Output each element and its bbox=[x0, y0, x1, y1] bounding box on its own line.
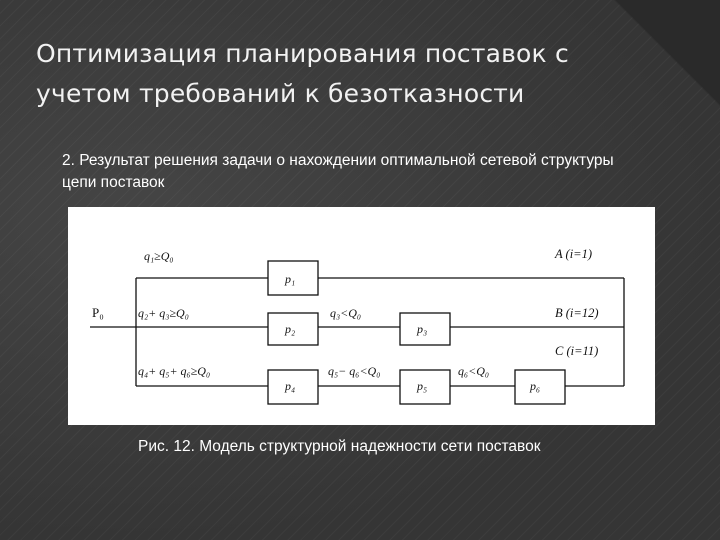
condition-bottom-label: q₄+ q₅+ q₆≥Q₀ bbox=[138, 364, 211, 378]
title-line-1: Оптимизация планирования поставок с bbox=[36, 39, 569, 68]
node-label-p6: p₆ bbox=[530, 379, 541, 393]
reliability-diagram bbox=[68, 207, 655, 425]
node-label-p3: p₃ bbox=[417, 322, 428, 336]
condition-top-label: q₁≥Q₀ bbox=[144, 249, 174, 263]
slide-title bbox=[36, 34, 676, 114]
node-label-p4: p₄ bbox=[285, 379, 296, 393]
figure-caption: Рис. 12. Модель структурной надежности сети поставок bbox=[138, 438, 541, 455]
title-line-2: учетом требований к безотказности bbox=[36, 79, 525, 108]
source-label: P₀ bbox=[92, 305, 104, 320]
condition-q3-label: q₃<Q₀ bbox=[330, 306, 362, 320]
condition-mid-label: q₂+ q₃≥Q₀ bbox=[138, 306, 189, 320]
output-c-label: C (i=11) bbox=[555, 344, 599, 358]
diagram-lines bbox=[90, 261, 624, 404]
condition-q6-label: q₆<Q₀ bbox=[458, 364, 490, 378]
node-label-p1: p₁ bbox=[285, 272, 296, 286]
node-label-p2: p₂ bbox=[285, 322, 296, 336]
slide-subtitle bbox=[62, 150, 712, 194]
subtitle-line-1: 2. Результат решения задачи о нахождении оптимальной сетевой структуры bbox=[62, 152, 614, 169]
output-a-label: A (i=1) bbox=[555, 247, 593, 261]
node-label-p5: p₅ bbox=[417, 379, 428, 393]
diagram-canvas bbox=[68, 207, 655, 425]
subtitle-line-2: цепи поставок bbox=[62, 174, 165, 191]
condition-q5q6-label: q₅− q₆<Q₀ bbox=[328, 364, 381, 378]
output-b-label: B (i=12) bbox=[555, 306, 599, 320]
